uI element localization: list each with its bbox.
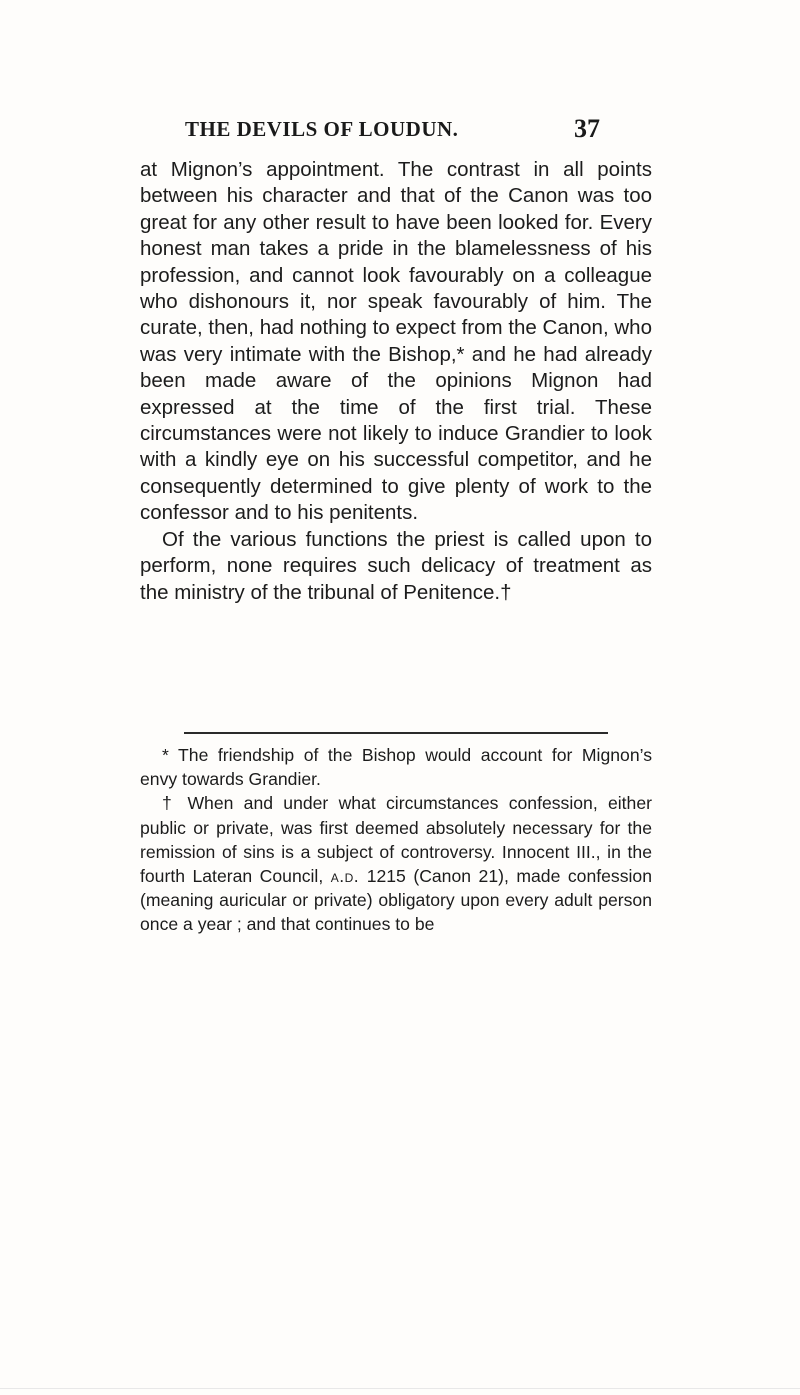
footnote-divider	[184, 732, 608, 734]
footnote-2	[140, 791, 652, 936]
footnote-2-era: a.d.	[330, 866, 360, 887]
page-number: 37	[574, 114, 600, 143]
footnotes	[140, 743, 652, 937]
footnote-2-part-1: † When and under what circumstances confession, either public or private, was first deemed absolutely necessary for the remission of sins is a subject of controversy. Innocent III., in the fourth Lateran Council,	[140, 793, 652, 887]
running-title: THE DEVILS OF LOUDUN.	[185, 117, 459, 141]
page-header	[145, 114, 600, 150]
footnote-1: * The friendship of the Bishop would account for Mignon’s envy towards Grandier.	[140, 745, 652, 790]
main-text	[140, 157, 652, 606]
page-edge	[0, 1388, 800, 1389]
footnote-2-part-2: 1215 (Canon 21), made confession (meaning auricular or private) obligatory upon every adult person once a year ; and that continues to be	[140, 866, 652, 935]
paragraph-2: Of the various functions the priest is called upon to perform, none requires such delicacy of treatment as the ministry of the tribunal of Penitence.†	[140, 527, 652, 604]
paragraph-1: at Mignon’s appointment. The contrast in all points between his character and that of the Canon was too great for any other result to have been looked for. Every honest man takes a pride in the blamelessness of his profession, and cannot look favourably on a colleague who dishonours it, nor speak favourably of him. The curate, then, had nothing to expect from the Canon, who was very intimate with the Bishop,* and he had already been made aware of the opinions Mignon had expressed at the time of the first trial. These circumstances were not likely to induce Grandier to look with a kindly eye on his successful competitor, and he consequently determined to give plenty of work to the confessor and to his penitents.	[140, 158, 652, 525]
